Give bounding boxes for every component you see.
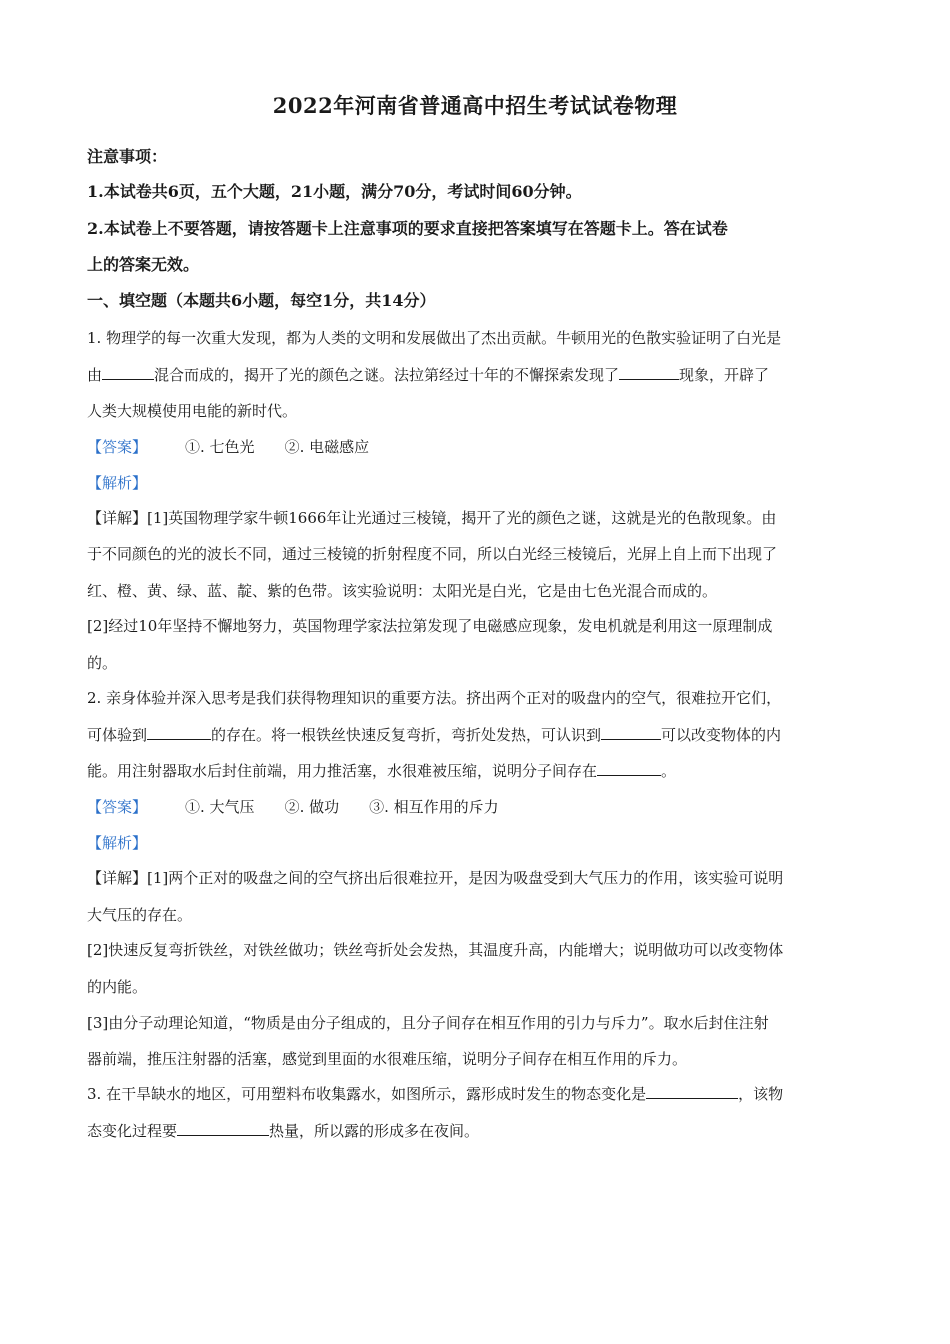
q2-detail-line-4: 的内能。: [87, 978, 148, 996]
q3-text-part: 3. 在干旱缺水的地区，可用塑料布收集露水，如图所示，露形成时发生的物态变化是: [87, 1085, 647, 1103]
q1-text-line-1: 1. 物理学的每一次重大发现，都为人类的文明和发展做出了杰出贡献。牛顿用光的色散实验证明了白光是: [87, 329, 782, 347]
q2-detail-line-2: 大气压的存在。: [87, 906, 193, 924]
q2-detail-line-1: 【详解】[1]两个正对的吸盘之间的空气挤出后很难拉开，是因为吸盘受到大气压力的作用，该实验可说明: [87, 869, 784, 887]
q1-answer-row: [87, 436, 867, 458]
answer-label: 【答案】: [87, 438, 148, 456]
q1-text-part: 混合而成的，揭开了光的颜色之谜。法拉第经过十年的不懈探索发现了: [154, 366, 620, 384]
q1-text-part: 现象，开辟了: [679, 366, 770, 384]
q1-answer-2: ②. 电磁感应: [284, 438, 370, 456]
q1-text-line-3: 人类大规模使用电能的新时代。: [87, 402, 298, 420]
notice-item-1: 1.本试卷共6页，五个大题，21小题，满分70分，考试时间60分钟。: [87, 182, 582, 201]
q1-answer-1: ①. 七色光: [185, 438, 255, 456]
answer-label: 【答案】: [87, 798, 148, 816]
q2-detail-line-6: 器前端，推压注射器的活塞，感觉到里面的水很难压缩，说明分子间存在相互作用的斥力。: [87, 1050, 688, 1068]
q1-blank-2: [619, 364, 679, 380]
q2-blank-1: [147, 724, 211, 740]
q1-detail-line-5: 的。: [87, 654, 118, 672]
q2-text-line-3: [87, 760, 867, 782]
q2-text-part: 的存在。将一根铁丝快速反复弯折，弯折处发热，可认识到: [211, 726, 602, 744]
q3-blank-1: [646, 1083, 738, 1099]
q1-text-part: 由: [87, 366, 103, 384]
analysis-label: 【解析】: [87, 834, 148, 852]
q2-text-line-1: 2. 亲身体验并深入思考是我们获得物理知识的重要方法。挤出两个正对的吸盘内的空气，很难拉开它们，: [87, 689, 782, 707]
q1-detail-line-3: 红、橙、黄、绿、蓝、靛、紫的色带。该实验说明：太阳光是白光，它是由七色光混合而成的。: [87, 582, 718, 600]
analysis-label: 【解析】: [87, 474, 148, 492]
q2-answer-3: ③. 相互作用的斥力: [369, 798, 499, 816]
q3-text-line-1: [87, 1083, 867, 1105]
q2-answer-1: ①. 大气压: [185, 798, 255, 816]
q2-answer-2: ②. 做功: [284, 798, 340, 816]
notice-item-2-line-2: 上的答案无效。: [87, 255, 200, 274]
section-1-heading: 一、填空题（本题共6小题，每空1分，共14分）: [87, 291, 436, 310]
q1-detail-line-1: 【详解】[1]英国物理学家牛顿1666年让光通过三棱镜，揭开了光的颜色之谜，这就是光的色散现象。由: [87, 509, 777, 527]
q1-detail-line-2: 于不同颜色的光的波长不同，通过三棱镜的折射程度不同，所以白光经三棱镜后，光屏上自上而下出现了: [87, 545, 778, 563]
q2-answer-row: [87, 796, 867, 818]
q3-text-part: 热量，所以露的形成多在夜间。: [269, 1122, 480, 1140]
q2-blank-2: [601, 724, 661, 740]
q2-text-part: 可以改变物体的内: [661, 726, 782, 744]
q2-text-part: 能。用注射器取水后封住前端，用力推活塞，水很难被压缩，说明分子间存在: [87, 762, 598, 780]
q2-detail-line-5: [3]由分子动理论知道，“物质是由分子组成的，且分子间存在相互作用的引力与斥力”。取水后封住注射: [87, 1014, 769, 1032]
notice-item-2-line-1: 2.本试卷上不要答题，请按答题卡上注意事项的要求直接把答案填写在答题卡上。答在试卷: [87, 219, 728, 238]
notice-heading: 注意事项：: [87, 147, 168, 166]
q2-text-line-2: [87, 724, 867, 746]
q2-text-part: 。: [661, 762, 677, 780]
q2-detail-line-3: [2]快速反复弯折铁丝，对铁丝做功；铁丝弯折处会发热，其温度升高，内能增大；说明做功可以改变物体: [87, 941, 784, 959]
q2-blank-3: [597, 760, 661, 776]
q2-text-part: 可体验到: [87, 726, 148, 744]
q1-text-line-2: [87, 364, 867, 386]
q1-detail-line-4: [2]经过10年坚持不懈地努力，英国物理学家法拉第发现了电磁感应现象，发电机就是利用这一原理制成: [87, 617, 773, 635]
q3-blank-2: [177, 1120, 269, 1136]
q1-blank-1: [102, 364, 154, 380]
page-title: 2022年河南省普通高中招生考试试卷物理: [272, 93, 678, 118]
q3-text-part: ，该物: [738, 1085, 784, 1103]
q3-text-part: 态变化过程要: [87, 1122, 178, 1140]
q3-text-line-2: [87, 1120, 867, 1142]
